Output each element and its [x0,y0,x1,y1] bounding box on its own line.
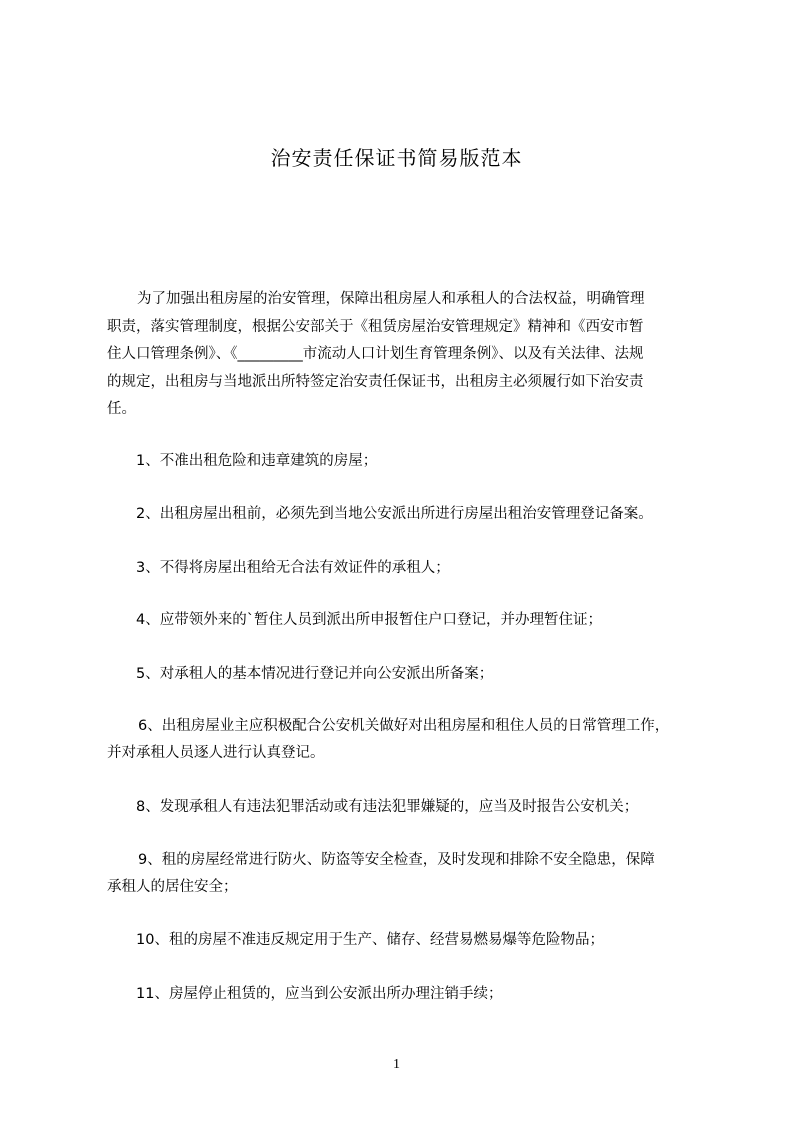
item-9-line-2: 承租人的居住安全； [107,879,238,895]
intro-line-4: 的规定，出租房与当地派出所特签定治安责任保证书，出租房主必须履行如下治安责 [107,374,644,390]
intro-line-5: 任。 [107,401,136,417]
item-4: 4、应带领外来的`暂住人员到派出所申报暂住户口登记，并办理暂住证； [136,612,602,628]
intro-line-3: 住人口管理条例》、《_________市流动人口计划生育管理条例》、以及有关法律、法规 [107,346,644,362]
intro-line-1: 为了加强出租房屋的治安管理，保障出租房屋人和承租人的合法权益，明确管理 [137,291,645,307]
document-title: 治安责任保证书简易版范本 [270,146,523,170]
item-6-line-2: 并对承租人员逐人进行认真登记。 [107,745,325,761]
item-8: 8、发现承租人有违法犯罪活动或有违法犯罪嫌疑的，应当及时报告公安机关； [136,799,639,815]
item-2: 2、出租房屋出租前，必须先到当地公安派出所进行房屋出租治安管理登记备案。 [136,506,653,522]
item-1: 1、不准出租危险和违章建筑的房屋； [136,453,378,469]
item-9-line-1: 9、租的房屋经常进行防火、防盗等安全检查，及时发现和排除不安全隐患，保障 [138,852,655,868]
item-10: 10、租的房屋不准违反规定用于生产、储存、经营易燃易爆等危险物品； [136,932,604,948]
intro-line-2: 职责，落实管理制度，根据公安部关于《租赁房屋治安管理规定》精神和《西安市暂 [107,319,644,335]
item-3: 3、不得将房屋出租给无合法有效证件的承租人； [136,560,450,576]
item-5: 5、对承租人的基本情况进行登记并向公安派出所备案； [136,666,494,682]
item-11: 11、房屋停止租赁的，应当到公安派出所办理注销手续； [136,986,503,1002]
item-6-line-1: 6、出租房屋业主应积极配合公安机关做好对出租房屋和租住人员的日常管理工作， [138,718,670,734]
page-number: 1 [393,1057,400,1072]
